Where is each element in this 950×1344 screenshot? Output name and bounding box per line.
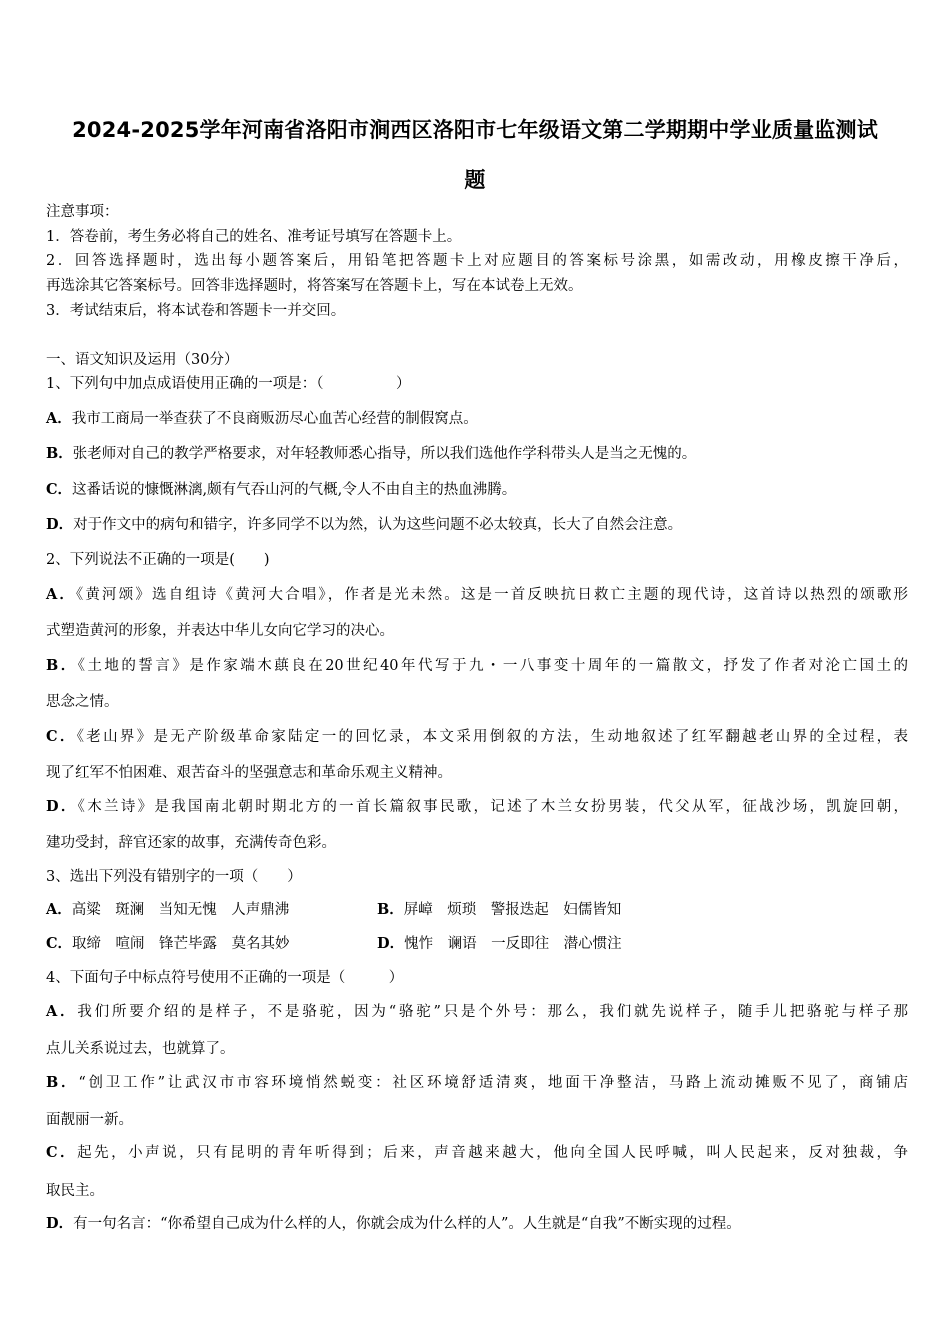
option-label: C． <box>46 935 73 952</box>
option-label: A． <box>46 410 72 427</box>
option-label: C． <box>46 728 77 745</box>
question-4-option-c-line1 <box>46 1143 908 1163</box>
option-text: 《老山界》是无产阶级革命家陆定一的回忆录，本文采用倒叙的方法，生动地叙述了红军翻越老山界的全过程，表 <box>76 729 909 745</box>
option-text: 屏嶂 烦琐 警报迭起 妇儒皆知 <box>403 902 622 918</box>
exam-title-line2: 题 <box>464 168 486 192</box>
notice-item-1: 1．答卷前，考生务必将自己的姓名、准考证号填写在答题卡上。 <box>46 229 462 245</box>
question-1-option-d <box>46 515 682 535</box>
option-label: B． <box>46 657 78 674</box>
option-label: D． <box>46 516 74 533</box>
question-1-stem: 1、下列句中加点成语使用正确的一项是：（ ） <box>46 376 411 392</box>
question-2-option-c-line1 <box>46 727 908 747</box>
option-label: C． <box>46 1144 78 1161</box>
option-text: 高粱 斑澜 当知无愧 人声鼎沸 <box>71 902 290 918</box>
option-text: 《黄河颂》选自组诗《黄河大合唱》，作者是光未然。这是一首反映抗日救亡主题的现代诗，这首诗以热烈的颂歌形 <box>76 587 908 603</box>
option-label: D． <box>46 1215 74 1232</box>
question-2-stem: 2、下列说法不正确的一项是( ) <box>46 552 270 568</box>
question-3-option-b <box>377 900 621 920</box>
question-3-stem: 3、选出下列没有错别字的一项（ ） <box>46 869 302 885</box>
question-2-option-a-line1 <box>46 585 908 605</box>
option-label: B． <box>377 901 404 918</box>
option-text: 张老师对自己的教学严格要求，对年轻教师悉心指导，所以我们选他作学科带头人是当之无愧的。 <box>72 446 697 462</box>
option-text: 《土地的誓言》是作家端木蕻良在20世纪40年代写于九・一八事变十周年的一篇散文，抒发了作者对沦亡国土的 <box>77 658 908 674</box>
question-4-option-d <box>46 1214 741 1234</box>
notice-item-2-line1: 2．回答选择题时，选出每小题答案后，用铅笔把答题卡上对应题目的答案标号涂黑，如需改动，用橡皮擦干净后， <box>46 253 908 269</box>
notice-item-2-line2: 再选涂其它答案标号。回答非选择题时，将答案写在答题卡上，写在本试卷上无效。 <box>46 278 583 294</box>
option-text: 取缔 喧闹 锋芒毕露 莫名其妙 <box>72 936 290 952</box>
option-text: 有一句名言：“你希望自己成为什么样的人，你就会成为什么样的人”。人生就是“自我”不断实现的过程。 <box>73 1216 741 1232</box>
option-text: 起先，小声说，只有昆明的青年听得到；后来，声音越来越大，他向全国人民呼喊，叫人民起来，反对独裁，争 <box>77 1145 908 1161</box>
question-4-option-b-line1 <box>46 1073 908 1093</box>
question-2-option-d-line1 <box>46 797 908 817</box>
option-label: B． <box>46 445 73 462</box>
option-label: A． <box>46 586 77 603</box>
question-2-option-c-line2: 现了红军不怕困难、艰苦奋斗的坚强意志和革命乐观主义精神。 <box>46 765 452 781</box>
option-label: D． <box>377 935 405 952</box>
option-label: C． <box>46 481 73 498</box>
option-label: B． <box>46 1074 79 1091</box>
question-3-option-d <box>377 934 622 954</box>
question-3-option-c <box>46 934 290 954</box>
question-4-option-a-line1 <box>46 1002 908 1022</box>
option-text: 《木兰诗》是我国南北朝时期北方的一首长篇叙事民歌，记述了木兰女扮男装，代父从军，征战沙场，凯旋回朝， <box>77 799 908 815</box>
option-label: A． <box>46 901 72 918</box>
question-1-option-a <box>46 409 478 429</box>
option-label: D． <box>46 798 78 815</box>
question-4-option-c-line2: 取民主。 <box>46 1183 104 1199</box>
question-4-stem: 4、下面句子中标点符号使用不正确的一项是（ ） <box>46 970 404 986</box>
question-3-option-a <box>46 900 289 920</box>
section-heading: 一、语文知识及运用（30分） <box>46 352 239 368</box>
question-1-option-c <box>46 480 516 500</box>
option-text: 对于作文中的病句和错字，许多同学不以为然，认为这些问题不必太较真，长大了自然会注意。 <box>73 517 683 533</box>
question-2-option-a-line2: 式塑造黄河的形象，并表达中华儿女向它学习的决心。 <box>46 623 394 639</box>
option-text: 我市工商局一举查获了不良商贩沥尽心血苦心经营的制假窝点。 <box>71 411 478 427</box>
question-2-option-d-line2: 建功受封，辞官还家的故事，充满传奇色彩。 <box>46 835 336 851</box>
notice-heading: 注意事项： <box>46 204 119 220</box>
option-text: 我们所要介绍的是样子，不是骆驼，因为“骆驼”只是个外号：那么，我们就先说样子，随手儿把骆驼与样子那 <box>77 1004 908 1020</box>
question-1-option-b <box>46 444 696 464</box>
option-text: 愧怍 谰语 一反即往 潜心惯注 <box>404 936 622 952</box>
question-2-option-b-line2: 思念之情。 <box>46 694 119 710</box>
notice-item-3: 3．考试结束后，将本试卷和答题卡一并交回。 <box>46 303 346 319</box>
option-text: “创卫工作”让武汉市市容环境悄然蜕变：社区环境舒适清爽，地面干净整洁，马路上流动摊贩不见了，商铺店 <box>78 1075 908 1091</box>
option-text: 这番话说的慷慨淋漓,颇有气吞山河的气概,令人不由自主的热血沸腾。 <box>72 482 517 498</box>
option-label: A． <box>46 1003 78 1020</box>
question-4-option-a-line2: 点儿关系说过去，也就算了。 <box>46 1041 235 1057</box>
question-2-option-b-line1 <box>46 656 908 676</box>
exam-title-line1: 2024-2025学年河南省洛阳市涧西区洛阳市七年级语文第二学期期中学业质量监测试 <box>72 118 878 142</box>
question-4-option-b-line2: 面靓丽一新。 <box>46 1112 133 1128</box>
